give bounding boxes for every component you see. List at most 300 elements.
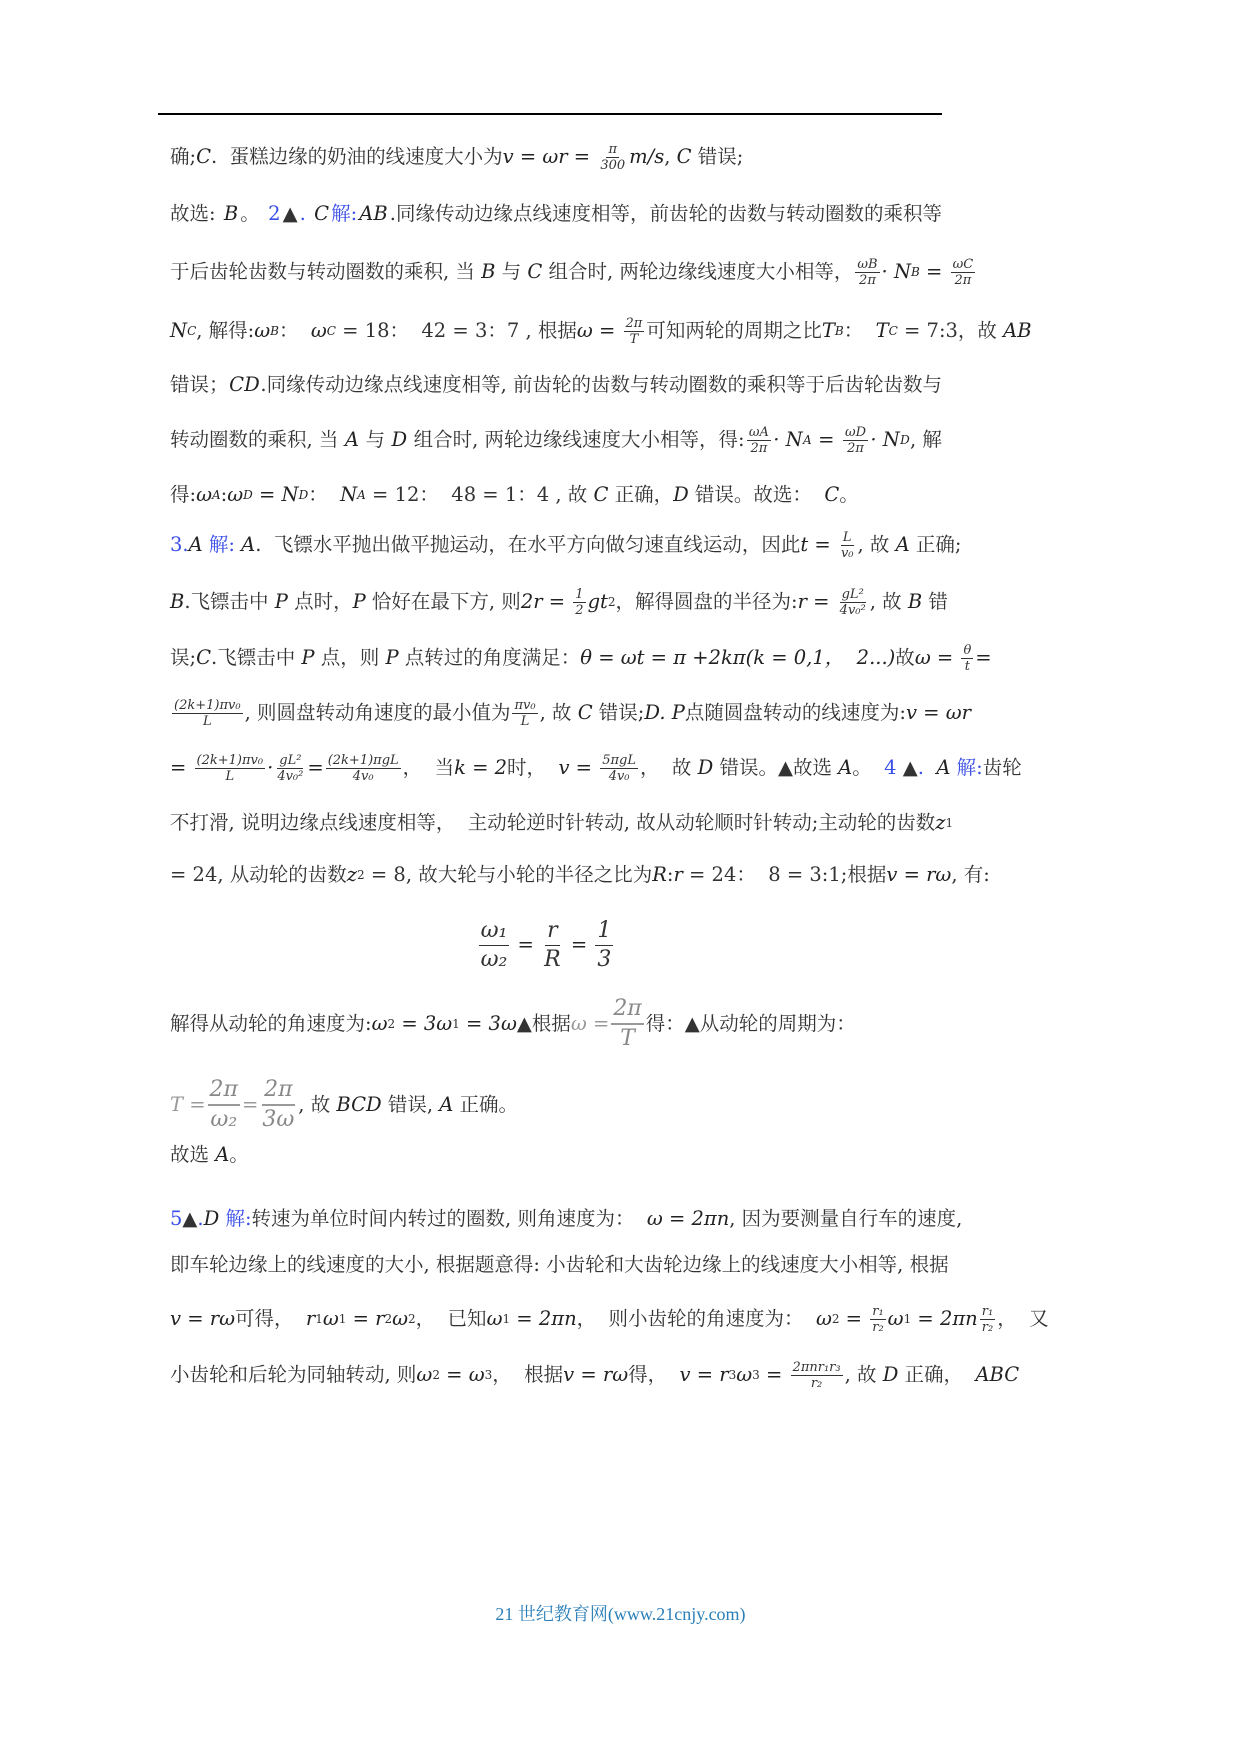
math-text: = r <box>346 1307 385 1330</box>
denominator: L <box>225 768 235 784</box>
numerator: 1 <box>595 917 613 946</box>
text-run: 与 <box>495 260 528 283</box>
numerator: r₁ <box>872 1303 884 1319</box>
text-line <box>170 525 962 565</box>
math-text: N <box>170 319 188 342</box>
numerator: ω₁ <box>479 917 510 946</box>
text-run: , 故 <box>857 533 896 556</box>
math-text: = 2πn <box>911 1307 978 1330</box>
numerator: ωC <box>952 256 974 272</box>
text-run: 误; <box>170 646 197 669</box>
math-text: ω <box>486 1307 503 1330</box>
math-text: B <box>907 590 923 613</box>
fraction <box>838 587 868 618</box>
question-label: 解: <box>219 1207 252 1230</box>
text-run: 与 <box>359 428 392 451</box>
math-text: = <box>170 756 193 779</box>
text-run: 2 <box>831 1312 840 1326</box>
denominator: L <box>520 713 530 729</box>
math-text: ω <box>254 319 271 342</box>
numerator: (2k+1)πv₀ <box>174 697 241 713</box>
denominator: ω₂ <box>210 1107 238 1132</box>
text-run: 确; <box>170 145 197 168</box>
math-text: A <box>936 756 951 779</box>
fraction <box>791 1360 843 1391</box>
numerator: θ <box>963 642 972 658</box>
math-text: = <box>511 933 541 956</box>
math-text: ω <box>736 1363 753 1386</box>
text-run: ▲ <box>896 756 918 779</box>
math-text: ω = <box>576 319 622 342</box>
question-label: 解: <box>950 756 983 779</box>
fraction <box>573 587 585 618</box>
numerator: π <box>608 141 618 157</box>
math-text: C <box>196 145 211 168</box>
fraction <box>172 698 243 729</box>
math-text: C <box>196 646 211 669</box>
math-text: ω <box>310 319 327 342</box>
fraction <box>870 1304 885 1335</box>
math-text: · N <box>773 428 803 451</box>
math-text: z <box>346 863 358 886</box>
text-run: 小齿轮和后轮为同轴转动, 则 <box>170 1363 417 1386</box>
text-line <box>170 420 942 460</box>
text-run: , <box>664 145 677 168</box>
denominator: 4v₀ <box>352 768 374 784</box>
text-run: 时， <box>507 756 559 779</box>
denominator: 2π <box>859 272 876 288</box>
numerator: r₁ <box>981 1303 994 1319</box>
math-text: r = <box>797 590 836 613</box>
math-text: A <box>895 533 910 556</box>
math-text: C <box>527 260 543 283</box>
denominator: r₂ <box>981 1319 994 1335</box>
text-run: = 24： 8 = 3:1;根据 <box>682 863 887 886</box>
text-run: = 12： 48 = 1：4 , 故 <box>365 483 594 506</box>
header-rule <box>158 113 942 115</box>
text-run: ▲ <box>182 1207 198 1230</box>
fraction <box>961 643 973 674</box>
text-run: 解得从动轮的角速度为: <box>170 1012 372 1035</box>
text-run: 组合时, 两轮边缘线速度大小相等， <box>542 260 854 283</box>
text-line <box>170 996 942 1051</box>
text-run: = 7:3，故 <box>897 319 1004 342</box>
numerator: L <box>842 529 852 545</box>
text-run: : <box>666 863 674 886</box>
text-run: , 解得: <box>196 319 255 342</box>
math-text: AB <box>359 202 388 225</box>
math-text: ω = 2πn <box>646 1207 730 1230</box>
text-run: 错 <box>922 590 948 613</box>
text-run: 2 <box>387 1017 396 1031</box>
numerator: r <box>545 917 560 946</box>
text-line <box>170 1199 963 1239</box>
fraction <box>611 995 643 1053</box>
math-text: = <box>564 933 594 956</box>
denominator: 2 <box>575 602 584 618</box>
math-text: ω <box>196 483 212 506</box>
text-run: ： <box>278 319 311 342</box>
denominator: T <box>629 331 639 347</box>
fraction <box>843 425 868 456</box>
math-text: = <box>307 756 324 779</box>
question-label: . <box>197 1207 204 1230</box>
math-text: A <box>215 1143 230 1166</box>
math-text: B <box>834 324 844 338</box>
math-text: v = rω <box>886 863 952 886</box>
text-run: .同缘传动边缘点线速度相等, 前齿轮的齿数与转动圈数的乘积等于后齿轮齿数与 <box>260 373 942 396</box>
fraction <box>479 917 510 974</box>
math-text: ω <box>392 1307 409 1330</box>
text-run: 3 <box>728 1368 737 1382</box>
math-text: D <box>243 488 253 502</box>
text-run: 故选: <box>170 202 222 225</box>
math-text: ω <box>322 1307 339 1330</box>
math-text: ω <box>227 483 244 506</box>
math-text: ω = <box>570 1012 610 1035</box>
text-run: 3 <box>752 1368 760 1382</box>
denominator: T <box>620 1026 635 1051</box>
question-label: 3. <box>170 533 189 556</box>
text-run: 组合时, 两轮边缘线速度大小相等，得: <box>407 428 745 451</box>
math-text: D <box>882 1363 899 1386</box>
math-text: BCD <box>336 1093 382 1116</box>
math-text: ω = <box>914 646 960 669</box>
text-run: 得， <box>628 1363 680 1386</box>
numerator: gL² <box>279 752 302 768</box>
text-run: 1 <box>338 1312 347 1326</box>
math-text: CD <box>229 373 260 396</box>
denominator: 2π <box>847 440 864 456</box>
math-text: = 3ω <box>395 1012 453 1035</box>
text-line <box>170 365 942 405</box>
text-run: 得：▲从动轮的周期为： <box>645 1012 856 1035</box>
text-line <box>170 1299 1049 1339</box>
math-text: = <box>759 1363 789 1386</box>
math-text: D <box>900 433 910 447</box>
math-text: v = r <box>679 1363 729 1386</box>
math-text: ω <box>416 1363 433 1386</box>
text-run: 齿轮 <box>982 756 1022 779</box>
math-text: v = ωr = <box>502 145 597 168</box>
denominator: ω₂ <box>480 946 508 972</box>
math-text: P <box>352 590 366 613</box>
math-text: B <box>911 265 920 279</box>
text-run: = 8, 故大轮与小轮的半径之比为 <box>364 863 653 886</box>
math-text: T <box>821 319 835 342</box>
text-run: , 则圆盘转动角速度的最小值为 <box>244 701 511 724</box>
text-run: 2 <box>357 868 365 882</box>
text-run: 1 <box>945 816 954 830</box>
text-run: . 飞镖水平抛出做平抛运动，在水平方向做匀速直线运动，因此 <box>255 533 801 556</box>
text-run: 可知两轮的周期之比 <box>646 319 822 342</box>
math-text: z <box>935 811 946 834</box>
denominator: 4v₀² <box>839 602 866 618</box>
denominator: 300 <box>600 157 626 173</box>
numerator: 2πnr₁r₃ <box>792 1359 841 1375</box>
text-run: 。 <box>240 202 266 225</box>
text-run: 3 <box>484 1368 493 1382</box>
math-text: R <box>652 863 667 886</box>
text-run: ： <box>308 483 341 506</box>
footer-watermark: 21 世纪教育网(www.21cnjy.com) <box>495 1604 746 1624</box>
math-text: A <box>241 533 256 556</box>
math-text: = <box>839 1307 869 1330</box>
math-text: k = 2 <box>454 756 508 779</box>
numerator: 5πgL <box>602 752 636 768</box>
math-text: ω <box>887 1307 904 1330</box>
math-text: A <box>357 488 366 502</box>
text-run: = 24, 从动轮的齿数 <box>170 863 347 886</box>
math-text: m/s <box>629 145 665 168</box>
text-run: 可得， <box>234 1307 306 1330</box>
question-label: 5 <box>170 1207 183 1230</box>
math-text: B <box>270 324 279 338</box>
denominator: 3ω <box>262 1107 295 1132</box>
math-text: A <box>802 433 812 447</box>
text-run: 转速为单位时间内转过的圈数, 则角速度为： <box>251 1207 647 1230</box>
fraction <box>624 316 645 347</box>
text-run: ，解得圆盘的半径为: <box>615 590 798 613</box>
denominator: R <box>544 946 561 972</box>
fraction <box>980 1304 995 1335</box>
numerator: 2π <box>625 315 643 331</box>
text-line <box>170 638 992 678</box>
math-text: B <box>170 590 185 613</box>
text-run: 正确， <box>608 483 674 506</box>
text-run: 得: <box>170 483 197 506</box>
denominator: L <box>202 713 212 729</box>
denominator: 3 <box>597 946 612 972</box>
math-text: A <box>838 756 853 779</box>
math-text: T = <box>170 1093 206 1116</box>
math-text: C <box>824 483 840 506</box>
text-run: 2 <box>607 595 616 609</box>
text-run: 2 <box>384 1312 393 1326</box>
text-line <box>170 1245 949 1285</box>
math-text: ω <box>815 1307 832 1330</box>
fraction <box>855 257 879 288</box>
math-text: · N <box>881 260 912 283</box>
math-text: = <box>975 646 992 669</box>
math-text: = <box>811 428 841 451</box>
fraction <box>208 1076 240 1134</box>
math-text: B <box>481 260 496 283</box>
math-text: P <box>274 590 288 613</box>
text-run: ， 故 <box>640 756 698 779</box>
text-run: 。 <box>839 483 859 506</box>
math-text: ABC <box>975 1363 1020 1386</box>
math-text: P <box>301 646 315 669</box>
text-run: .同缘传动边缘点线速度相等，前齿轮的齿数与转动圈数的乘积等 <box>389 202 942 225</box>
math-text: · N <box>870 428 900 451</box>
math-text: = <box>919 260 949 283</box>
denominator: 2π <box>750 440 768 456</box>
text-line <box>170 1077 942 1132</box>
fraction <box>951 257 976 288</box>
text-run: ， 已知 <box>415 1307 487 1330</box>
math-text: v = rω <box>170 1307 235 1330</box>
text-run: 点转过的角度满足： <box>398 646 581 669</box>
question-label: 2 <box>268 202 281 225</box>
denominator: r₂ <box>810 1375 823 1391</box>
text-run: ， 根据 <box>492 1363 564 1386</box>
math-text: C <box>593 483 609 506</box>
text-run: 错误。故选： <box>688 483 825 506</box>
text-run: , 因为要测量自行车的速度, <box>729 1207 963 1230</box>
text-run: ▲根据 <box>516 1012 571 1035</box>
math-text: 2r = <box>520 590 572 613</box>
text-run: 错误。▲故选 <box>713 756 839 779</box>
math-text: C <box>314 202 330 225</box>
fraction <box>598 142 627 173</box>
math-text: C <box>187 324 197 338</box>
math-text: = <box>242 1093 259 1116</box>
text-run: 错误; <box>592 701 645 724</box>
math-text: = ω <box>439 1363 485 1386</box>
text-run: , 有: <box>951 863 990 886</box>
math-text: = 2πn <box>510 1307 577 1330</box>
numerator: πv₀ <box>514 697 536 713</box>
numerator: gL² <box>841 586 864 602</box>
text-run: .飞镖击中 <box>184 590 275 613</box>
fraction <box>326 753 401 784</box>
text-run: . 蛋糕边缘的奶油的线速度大小为 <box>211 145 503 168</box>
question-label: 4 <box>884 756 897 779</box>
math-text: v = <box>558 756 599 779</box>
text-line <box>160 917 932 972</box>
text-run: 故选 <box>170 1143 216 1166</box>
math-text: r <box>305 1307 316 1330</box>
math-text: B <box>223 202 239 225</box>
math-text: v = ωr <box>905 701 971 724</box>
text-run: ， 则小齿轮的角速度为： <box>576 1307 816 1330</box>
math-text: N <box>340 483 358 506</box>
text-run: : <box>220 483 228 506</box>
math-text: = 3ω <box>459 1012 517 1035</box>
question-label: . <box>917 756 937 779</box>
fraction <box>275 753 305 784</box>
text-run: .飞镖击中 <box>211 646 302 669</box>
numerator: ωD <box>844 424 867 440</box>
denominator: 4v₀ <box>608 768 630 784</box>
math-text: D <box>673 483 689 506</box>
text-run: ： <box>843 319 876 342</box>
text-line <box>170 748 1022 788</box>
fraction <box>542 917 563 974</box>
math-text: C <box>888 324 898 338</box>
fraction <box>839 530 856 561</box>
text-run: 不打滑, 说明边缘点线速度相等， 主动轮逆时针转动, 故从动轮顺时针转动;主动轮的齿数 <box>170 811 936 834</box>
math-text: D <box>203 1207 220 1230</box>
numerator: ωB <box>857 256 878 272</box>
text-run: ▲ <box>282 202 298 225</box>
question-label: . <box>299 202 313 225</box>
numerator: 1 <box>575 586 584 602</box>
question-label: 解: <box>202 533 242 556</box>
text-line <box>170 803 954 843</box>
text-line <box>170 693 971 733</box>
math-text: · <box>267 756 274 779</box>
text-run: ， 又 <box>997 1307 1049 1330</box>
denominator: t <box>964 658 970 674</box>
text-run: 1 <box>452 1017 460 1031</box>
text-line <box>170 475 942 515</box>
text-run: 点时， <box>287 590 353 613</box>
math-text: C <box>577 701 593 724</box>
text-run: 转动圈数的乘积, 当 <box>170 428 345 451</box>
math-text: = N <box>252 483 299 506</box>
denominator: 2π <box>954 272 972 288</box>
text-line <box>170 1135 942 1175</box>
text-run: 正确; <box>909 533 962 556</box>
denominator: 4v₀² <box>277 768 304 784</box>
denominator: v₀ <box>840 545 854 561</box>
fraction <box>600 753 638 784</box>
text-run: 2 <box>408 1312 416 1326</box>
fraction <box>747 425 771 456</box>
math-text: gt <box>587 590 608 613</box>
math-text: ω <box>371 1012 388 1035</box>
text-line <box>170 137 942 177</box>
math-text: D <box>697 756 714 779</box>
text-run: = 18： 42 = 3：7 , 根据 <box>335 319 577 342</box>
math-text: A <box>188 533 203 556</box>
text-run: , 故 <box>298 1093 337 1116</box>
text-line <box>170 311 1032 351</box>
math-text: D <box>391 428 408 451</box>
text-run: ， 当 <box>402 756 455 779</box>
math-text: D. P <box>644 701 685 724</box>
math-text: A <box>344 428 359 451</box>
text-run: , 解 <box>910 428 942 451</box>
denominator: r₂ <box>872 1319 884 1335</box>
text-run: 正确， <box>898 1363 976 1386</box>
text-run: , 故 <box>539 701 578 724</box>
math-text: v = rω <box>563 1363 629 1386</box>
text-line <box>170 855 990 895</box>
math-text: A <box>211 488 221 502</box>
numerator: 2π <box>262 1076 294 1106</box>
text-run: 。 <box>852 756 885 779</box>
question-label: 解: <box>331 202 358 225</box>
text-line <box>170 194 942 234</box>
math-text: θ = ωt = π +2kπ(k = 0,1， 2...) <box>580 646 896 669</box>
text-run: 错误； <box>170 373 229 396</box>
text-run: 点，则 <box>314 646 386 669</box>
text-line <box>170 1355 1020 1395</box>
text-run: 故 <box>895 646 915 669</box>
text-run: 即车轮边缘上的线速度的大小, 根据题意得: 小齿轮和大齿轮边缘上的线速度大小相等, 根据 <box>170 1253 949 1276</box>
text-run: 错误; <box>691 145 744 168</box>
numerator: (2k+1)πv₀ <box>196 752 264 768</box>
text-run: 正确。 <box>453 1093 519 1116</box>
math-text: C <box>326 324 336 338</box>
math-text: C <box>676 145 692 168</box>
math-text: AB <box>1003 319 1032 342</box>
math-text: r <box>673 863 683 886</box>
math-text: t = <box>800 533 837 556</box>
math-text: A <box>439 1093 454 1116</box>
fraction <box>595 917 613 974</box>
text-run: , 故 <box>844 1363 883 1386</box>
math-text: P <box>385 646 399 669</box>
fraction <box>260 1076 296 1134</box>
numerator: 2π <box>208 1076 240 1106</box>
text-run: 。 <box>229 1143 249 1166</box>
text-line <box>170 582 948 622</box>
text-run: 恰好在最下方, 则 <box>365 590 521 613</box>
